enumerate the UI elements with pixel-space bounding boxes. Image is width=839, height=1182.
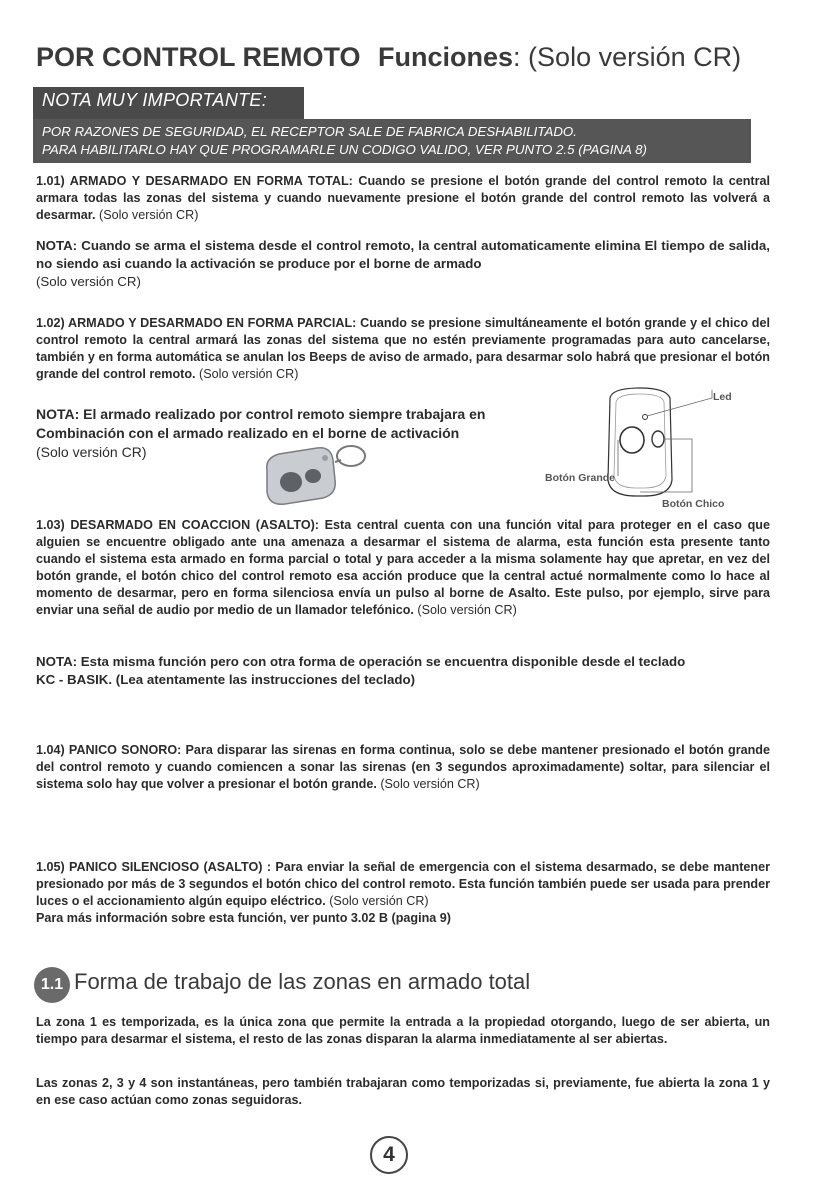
note-line-2: PARA HABILITARLO HAY QUE PROGRAMARLE UN CODIGO VALIDO, VER PUNTO 2.5 (PAGINA 8) <box>42 142 647 157</box>
zones-2-4-paragraph: Las zonas 2, 3 y 4 son instantáneas, pero también trabajaran como temporizadas si, previamente, fue abierta la zona 1 y en ese caso actúan como zonas seguidoras. <box>36 1076 770 1107</box>
big-button-label: Botón Grande <box>545 472 615 484</box>
paragraph-1-03-text: 1.03) DESARMADO EN COACCION (ASALTO): Esta central cuenta con una función vital para proteger en el caso que alguien se encuentre obligado ante una amenaza a desarmar el sistema de alarma, esta función esta presente tanto cuando el sistema esta armado en forma parcial o total y para acceder a la misma solamente hay que apretar, en vez del botón grande, el botón chico del control remoto esa acción produce que la central actué normalmente como lo hace al momento de desarmar, pero en forma silenciosa envía un pulso al borne de Asalto. Este pulso, por ejemplo, sirve para enviar una señal de audio por medio de un llamador telefónico. <box>36 518 770 617</box>
section-title: Forma de trabajo de las zonas en armado total <box>74 969 531 994</box>
big-button-shape <box>620 427 644 453</box>
paragraph-1-03 <box>36 517 770 619</box>
paragraph-1-01-text: 1.01) ARMADO Y DESARMADO EN FORMA TOTAL: Cuando se presione el botón grande del control remoto la central armara todas las zonas del sistema y cuando nuevamente presione el botón grande del control remoto las volverá a desarmar. <box>36 174 770 222</box>
note-1-text: NOTA: Cuando se arma el sistema desde el control remoto, la central automaticamente elimina El tiempo de salida, no siendo asi cuando la activación se produce por el borne de armado <box>36 238 770 271</box>
small-button-shape <box>652 431 664 447</box>
note-3-line-2: KC - BASIK. (Lea atentamente las instrucciones del teclado) <box>36 672 416 687</box>
cr-note: (Solo versión CR) <box>95 208 199 222</box>
page-number: 4 <box>370 1136 408 1174</box>
paragraph-1-02-text: 1.02) ARMADO Y DESARMADO EN FORMA PARCIAL: Cuando se presione simultáneamente el botón grande y el chico del control remoto la central armará las zonas del sistema que no estén previamente programadas para auto cancelarse, también y en forma automática se anulan los Beeps de aviso de armado, para desarmar solo habrá que presionar el botón grande del control remoto. <box>36 316 770 381</box>
note-2-line-1: NOTA: El armado realizado por control remoto siempre trabajara en <box>36 406 486 422</box>
cr-note: (Solo versión CR) <box>36 274 141 289</box>
cr-note: (Solo versión CR) <box>413 603 517 617</box>
remote-diagram <box>540 384 780 514</box>
paragraph-1-05-text: 1.05) PANICO SILENCIOSO (ASALTO) : Para enviar la señal de emergencia con el sistema desarmado, se debe mantener presionado por más de 3 segundos el botón chico del control remoto. Esta función también puede ser usada para prender luces o el accionamiento algún equipo eléctrico. <box>36 860 770 908</box>
led-label: Led <box>713 391 732 403</box>
cr-note: (Solo versión CR) <box>195 367 299 381</box>
cr-note: (Solo versión CR) <box>36 444 147 460</box>
note-line-1: POR RAZONES DE SEGURIDAD, EL RECEPTOR SALE DE FABRICA DESHABILITADO. <box>42 124 577 139</box>
note-1 <box>36 237 770 291</box>
zone-1-paragraph: La zona 1 es temporizada, es la única zona que permite la entrada a la propiedad otorgando, luego de ser abierta, un tiempo para desarmar el sistema, el resto de las zonas disparan la alarma inmediatamente al ser abiertas. <box>36 1015 770 1046</box>
note-label: NOTA MUY IMPORTANTE: <box>42 90 268 110</box>
note-2-line-2: Combinación con el armado realizado en el borne de activación <box>36 425 460 441</box>
cr-note: (Solo versión CR) <box>325 894 429 908</box>
paragraph-1-04 <box>36 742 770 793</box>
paragraph-1-01 <box>36 173 770 224</box>
keyring-icon <box>335 446 365 466</box>
remote-control-photo <box>255 440 375 512</box>
page-title <box>36 42 741 73</box>
title-suffix: : (Solo versión CR) <box>513 42 742 72</box>
remote-control-icon <box>267 448 336 505</box>
paragraph-1-02 <box>36 315 770 383</box>
note-3 <box>36 653 770 689</box>
small-button-label: Botón Chico <box>662 498 725 510</box>
section-badge: 1.1 <box>34 967 70 1003</box>
title-sub: Funciones <box>378 42 514 72</box>
paragraph-1-04-text: 1.04) PANICO SONORO: Para disparar las sirenas en forma continua, solo se debe mantener presionado el botón grande del control remoto y cuando comiencen a sonar las sirenas (en 3 segundos aproximadamente) soltar, para silenciar el sistema solo hay que volver a presionar el botón grande. <box>36 743 770 791</box>
note-3-line-1: NOTA: Esta misma función pero con otra forma de operación se encuentra disponible desde el teclado <box>36 654 686 669</box>
paragraph-1-05-more: Para más información sobre esta función, ver punto 3.02 B (pagina 9) <box>36 911 451 925</box>
cr-note: (Solo versión CR) <box>376 777 480 791</box>
title-main: POR CONTROL REMOTO <box>36 42 361 72</box>
paragraph-1-05 <box>36 859 770 927</box>
